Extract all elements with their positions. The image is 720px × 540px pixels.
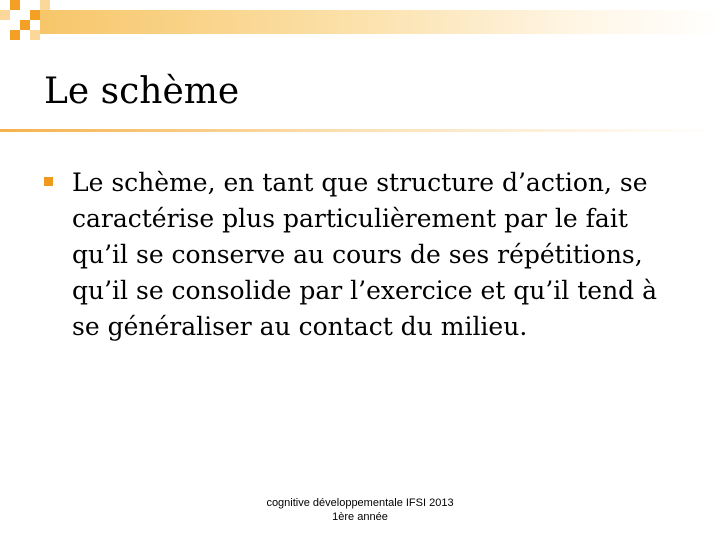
decor-square: [40, 0, 50, 10]
slide-footer: [220, 496, 500, 524]
footer-line-1: cognitive développementale IFSI 2013: [266, 497, 454, 509]
decor-square: [0, 10, 10, 20]
decor-square: [30, 10, 40, 20]
decor-square: [20, 20, 30, 30]
decor-square: [30, 30, 40, 40]
slide-title: Le schème: [44, 71, 240, 112]
footer-line-2: 1ère année: [332, 511, 388, 523]
bullet-square-icon: [44, 177, 53, 186]
bullet-text: Le schème, en tant que structure d’action, se caractérise plus particulièrement par le fait qu’il se conserve au cours de ses répétitions, qu’il se consolide par l’exercice et qu’il tend à se généraliser au contact du milieu.: [72, 168, 658, 341]
decor-square: [10, 30, 20, 40]
bullet-item: [44, 165, 684, 345]
corner-squares-decoration: [0, 0, 60, 50]
title-divider: [0, 129, 720, 132]
header-decoration-band: [40, 10, 720, 34]
decor-square: [10, 0, 20, 10]
